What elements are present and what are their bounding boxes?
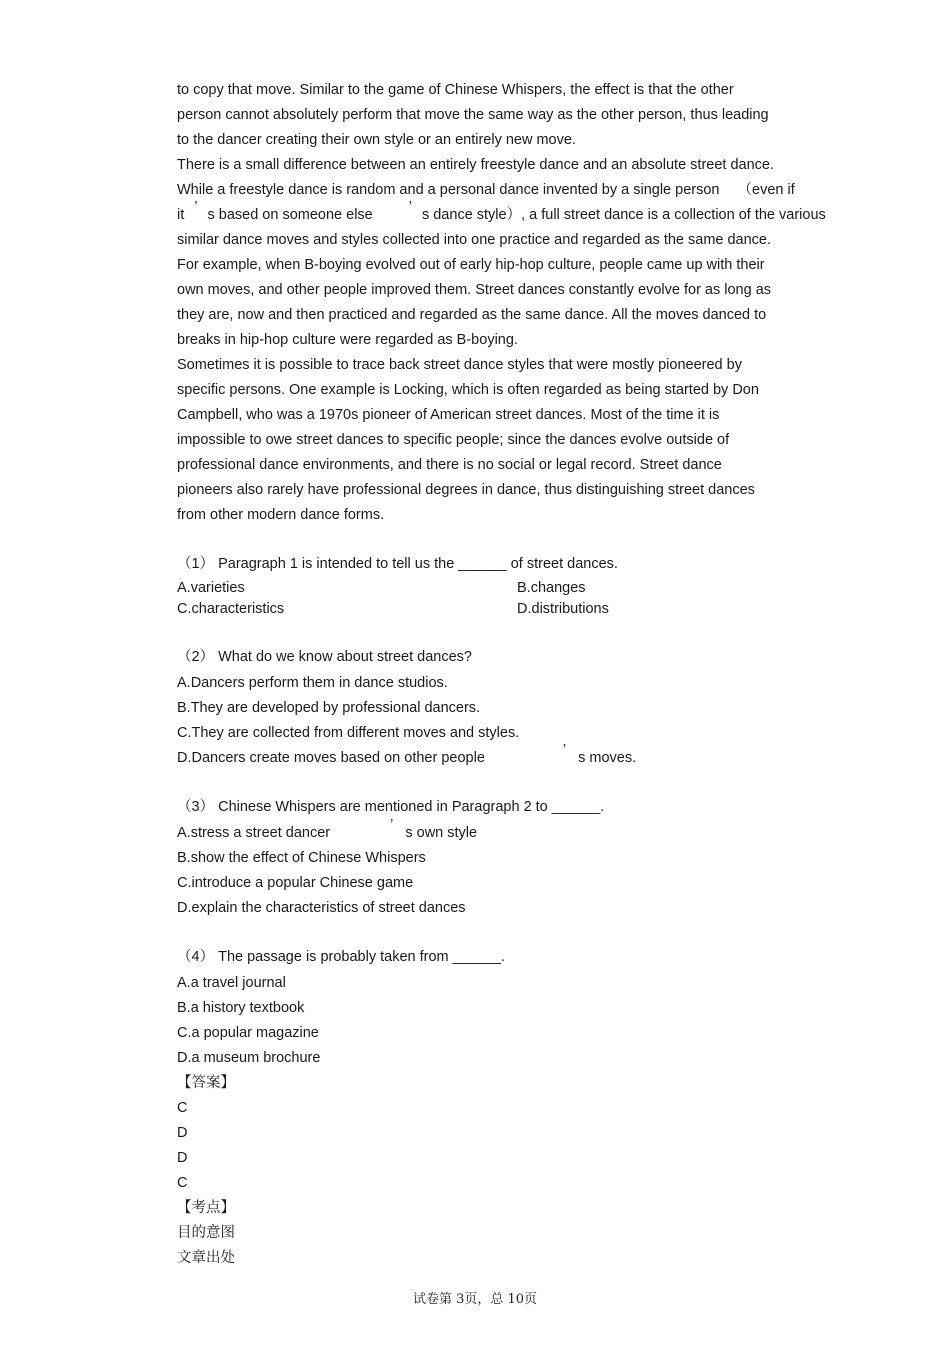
text-line: pioneers also rarely have professional degrees in dance, thus distinguishing street dances	[177, 482, 755, 498]
option-a: A.varieties	[177, 580, 245, 596]
text-line: they are, now and then practiced and regarded as the same dance. All the moves danced to	[177, 307, 767, 323]
answer-item: D	[177, 1125, 188, 1141]
answer-item: C	[177, 1175, 188, 1191]
document-body	[177, 78, 826, 1271]
keypoint-heading: 【考点】	[177, 1200, 235, 1216]
apostrophe: ’	[562, 742, 567, 758]
option-a: A.a travel journal	[177, 975, 286, 991]
text-line: to copy that move. Similar to the game of Chinese Whispers, the effect is that the other	[177, 82, 734, 98]
question-stem: （1） Paragraph 1 is intended to tell us the ______ of street dances.	[177, 556, 618, 572]
option-d: D.distributions	[517, 601, 609, 617]
option-b: B.They are developed by professional dancers.	[177, 700, 481, 716]
text-line: from other modern dance forms.	[177, 507, 385, 523]
option-d	[177, 742, 817, 771]
option-c: C.introduce a popular Chinese game	[177, 875, 414, 891]
question-2	[177, 643, 817, 771]
option-b: B.a history textbook	[177, 1000, 305, 1016]
question-4	[177, 943, 817, 1071]
text-line: similar dance moves and styles collected into one practice and regarded as the same dance.	[177, 232, 772, 248]
spacer	[177, 921, 817, 943]
option-a: A.Dancers perform them in dance studios.	[177, 675, 448, 691]
option-c: C.a popular magazine	[177, 1025, 319, 1041]
text-fragment: While a freestyle dance is random and a personal dance invented by a single person	[177, 182, 720, 198]
option-b: B.show the effect of Chinese Whispers	[177, 850, 426, 866]
question-stem: （4） The passage is probably taken from ______.	[177, 949, 506, 965]
option-row	[177, 599, 817, 620]
page-footer: 试卷第 3页，总 10页	[412, 1292, 538, 1307]
option-row	[177, 578, 817, 599]
text-fragment: s based on someone else	[207, 207, 373, 223]
text-fragment: s moves.	[578, 750, 637, 766]
question-stem: （2） What do we know about street dances?	[177, 649, 472, 665]
text-line: Sometimes it is possible to trace back street dance styles that were mostly pioneered by	[177, 357, 742, 373]
keypoint-section	[177, 1196, 817, 1271]
apostrophe: ’	[390, 817, 394, 833]
text-line: professional dance environments, and there is no social or legal record. Street dance	[177, 457, 722, 473]
answer-heading: 【答案】	[177, 1075, 235, 1091]
question-1	[177, 550, 817, 620]
text-line: There is a small difference between an entirely freestyle dance and an absolute street dance.	[177, 157, 775, 173]
answer-section	[177, 1071, 817, 1196]
keypoint-item: 目的意图	[177, 1225, 235, 1241]
text-fragment: D.Dancers create moves based on other people	[177, 750, 485, 766]
keypoint-item: 文章出处	[177, 1250, 235, 1266]
question-stem: （3） Chinese Whispers are mentioned in Paragraph 2 to ______.	[177, 799, 605, 815]
option-c: C.They are collected from different moves and styles.	[177, 725, 520, 741]
text-fragment: （even if	[737, 182, 795, 198]
text-fragment: it	[177, 207, 185, 223]
option-d: D.a museum brochure	[177, 1050, 321, 1066]
option-c: C.characteristics	[177, 601, 285, 617]
paragraph-3	[177, 353, 817, 528]
answer-item: D	[177, 1150, 188, 1166]
spacer	[177, 528, 817, 550]
answer-item: C	[177, 1100, 188, 1116]
paragraph-2	[177, 153, 826, 353]
text-fragment: s dance style）, a full street dance is a collection of the various	[421, 207, 826, 223]
text-line: Campbell, who was a 1970s pioneer of American street dances. Most of the time it is	[177, 407, 720, 423]
option-a	[177, 817, 817, 846]
text-line: For example, when B-boying evolved out of early hip-hop culture, people came up with their	[177, 257, 765, 273]
apostrophe: ’	[408, 199, 412, 215]
text-line: own moves, and other people improved them. Street dances constantly evolve for as long as	[177, 282, 772, 298]
text-fragment: A.stress a street dancer	[177, 825, 331, 841]
spacer	[177, 620, 817, 643]
text-line	[177, 178, 817, 203]
question-3	[177, 793, 817, 921]
text-line	[177, 199, 826, 228]
text-line: person cannot absolutely perform that move the same way as the other person, thus leading	[177, 107, 769, 123]
option-d: D.explain the characteristics of street dances	[177, 900, 466, 916]
text-line: impossible to owe street dances to specific people; since the dances evolve outside of	[177, 432, 730, 448]
text-line: breaks in hip-hop culture were regarded as B-boying.	[177, 332, 518, 348]
apostrophe: ’	[194, 199, 198, 215]
text-line: to the dancer creating their own style or an entirely new move.	[177, 132, 576, 148]
paragraph-1	[177, 78, 817, 153]
spacer	[177, 771, 817, 793]
option-b: B.changes	[517, 580, 586, 596]
text-line: specific persons. One example is Locking, which is often regarded as being started by Don	[177, 382, 759, 398]
text-fragment: s own style	[405, 825, 478, 841]
